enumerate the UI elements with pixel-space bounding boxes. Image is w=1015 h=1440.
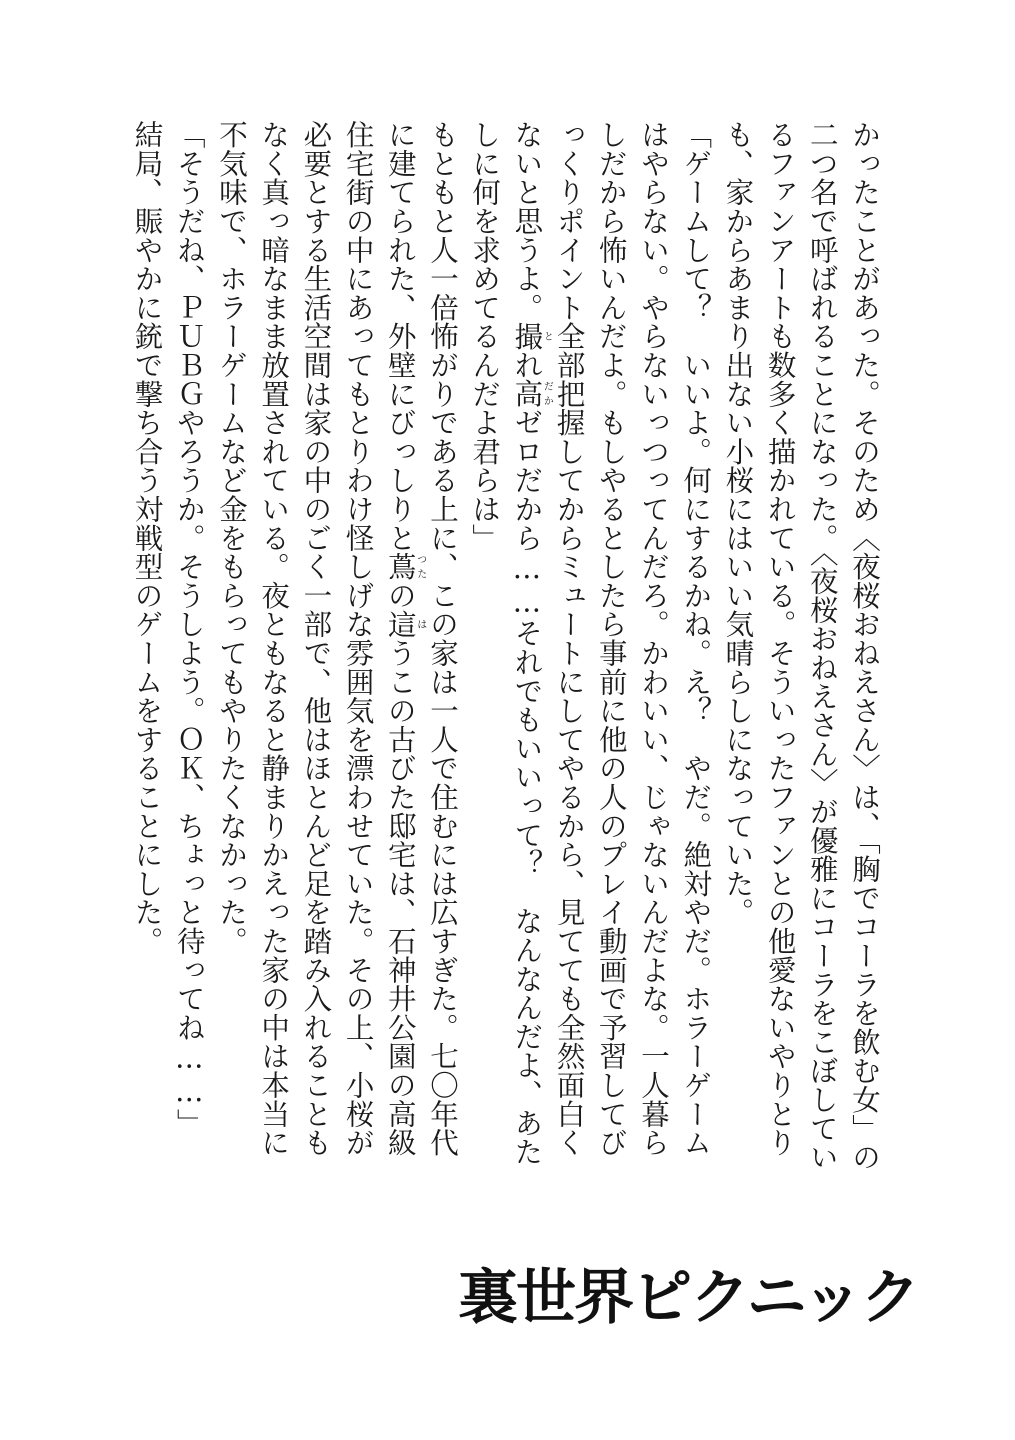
ruby-ivy-base: 蔦: [383, 552, 417, 581]
ruby-take-reading: と: [541, 321, 553, 351]
ruby-ivy: [383, 552, 426, 581]
ruby-high: [510, 379, 553, 409]
ruby-crawl: [383, 609, 426, 639]
ruby-take: [510, 321, 553, 351]
paragraph-5: 結局、賑やかに銃で撃ち合う対戦型のゲームをすることにした。: [130, 120, 164, 956]
ruby-crawl-base: 這: [383, 609, 417, 639]
ruby-high-base: 高: [510, 379, 544, 409]
ruby-crawl-reading: は: [414, 609, 426, 639]
paragraph-3-text: もともと人一倍怖がりである上に、この家は一人で住むには広すぎた。七〇年代に建てられた、外壁にびっしりと: [383, 120, 459, 1157]
ruby-high-reading: だか: [541, 379, 553, 409]
paragraph-4: 「そうだね、ＰＵＢＧやろうか。そうしよう。ＯＫ、ちょっと待ってね……」: [172, 120, 206, 1137]
body-text: [125, 120, 885, 1180]
paragraph-2-text: 「ゲームして？ いいよ。何にするかね。え？ やだ。絶対やだ。ホラーゲームはやらない。やらないっつってんだろ。かわいい、じゃないんだよな。一人暮らしだから怖いんだよ。もしやるとしたら事前に他の人のプレイ動画で予習してびっくりポイント全部把握してからミュートにしてやるから、見てても全然面白くないと思うよ。: [510, 120, 713, 1157]
paragraph-1: かったことがあった。そのため〈夜桜おねえさん〉は、「胸でコーラを飲む女」の二つ名で呼ばれることになった。〈夜桜おねえさん〉が優雅にコーラをこぼしているファンアートも数多く描かれている。そういったファンとの他愛ないやりとりも、家からあまり出ない小桜にはいい気晴らしになっていた。: [721, 120, 881, 1172]
paragraph-2: 「ゲームして？ いいよ。何にするかね。え？ やだ。絶対やだ。ホラーゲームはやらない。やらないっつってんだろ。かわいい、じゃないんだよな。一人暮らしだから怖いんだよ。もしやるとしたら事前に他の人のプレイ動画で予習してびっくりポイント全部把握してからミュートにしてやるから、見てても全然面白くないと思うよ。撮とれ高だかゼロだから……それでもいいって？ なんなんだよ、あたしに何を求めてるんだよ君らは」: [468, 120, 713, 1166]
paragraph-3: [210, 120, 463, 1180]
ruby-take-base: 撮: [510, 321, 544, 351]
paragraph-3-tail: うこの古びた邸宅は、石神井公園の高級住宅街の中にあってもとりわけ怪しげな雰囲気を漂わせていた。その上、小桜が必要とする生活空間は家の中のごく一部で、他はほとんど足を踏み入れることもなく真っ暗なまま放置されている。夜ともなると静まりかえった家の中は本当に不気味で、ホラーゲームなど金をもらってもやりたくなかった。: [214, 120, 417, 1157]
paragraph-3-particle: の: [383, 580, 417, 610]
ruby-ivy-reading: つた: [414, 552, 426, 581]
paragraph-2-tail: ゼロだから……それでもいいって？ なんなんだよ、あたしに何を求めてるんだよ君らは」: [468, 120, 544, 1166]
book-title: 裏世界ピクニック: [458, 1263, 919, 1333]
